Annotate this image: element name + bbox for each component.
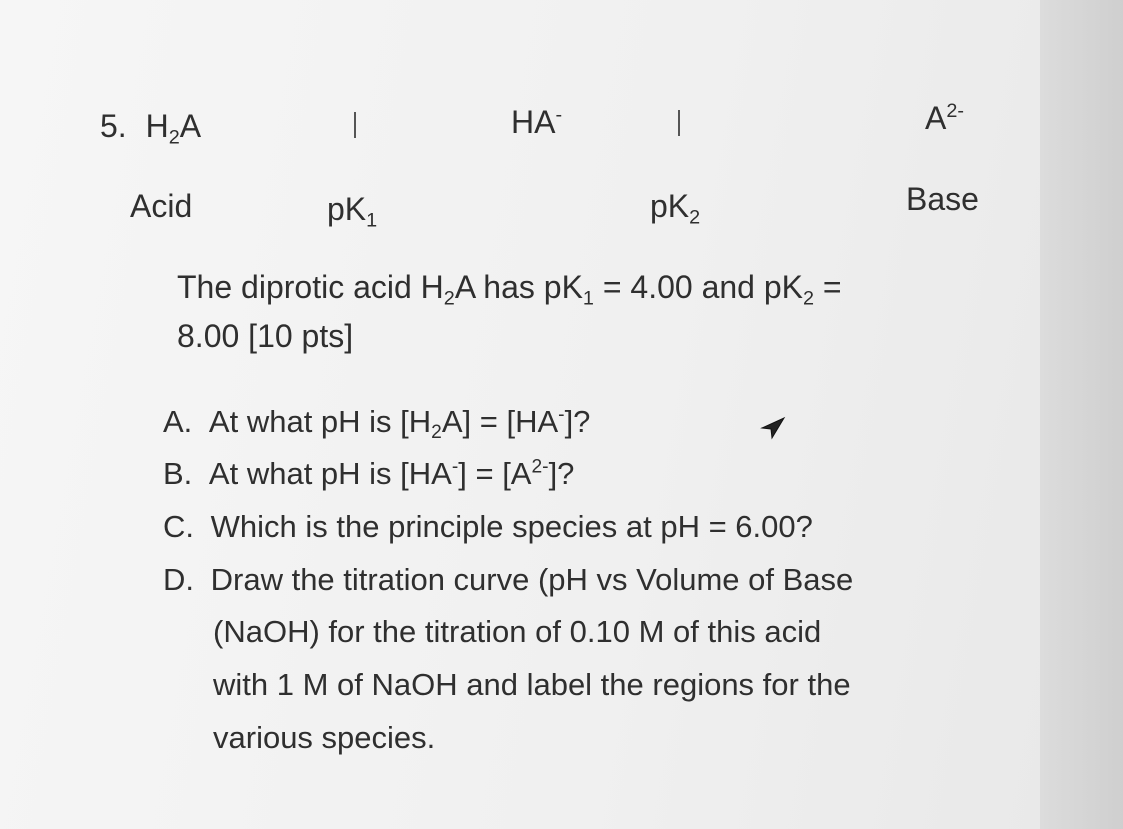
question-c: C. Which is the principle species at pH = 6.00?: [163, 509, 813, 544]
intro-paragraph: [177, 263, 842, 361]
pk2-label: $pK_2$: [650, 188, 701, 229]
base-label: Base: [906, 181, 979, 217]
intro-line-2: 8.00 [10 pts]: [177, 318, 354, 354]
question-b-label: B.: [163, 456, 193, 491]
acid-label: Acid: [130, 188, 193, 224]
question-d-continued: [213, 605, 851, 764]
intro-line-1: The diprotic acid $H_2A$ has $pK_1 = 4.00$ and $pK_2$ =: [177, 269, 842, 310]
ha-species: HA-: [511, 104, 563, 140]
question-d-line-3: with 1 M of NaOH and label the regions for the: [213, 667, 851, 702]
pk1-label: $pK_1$: [327, 191, 378, 232]
question-d-label: D.: [163, 562, 194, 597]
a2-species: $A^{2-}$: [925, 100, 964, 136]
h2a-species: $H_2A$: [145, 108, 202, 149]
question-a-label: A.: [163, 404, 193, 439]
question-b: B. At what pH is $[HA^-] = [A^{2-}]$?: [163, 456, 575, 491]
monitor-bezel: [1040, 0, 1123, 829]
question-c-label: C.: [163, 509, 194, 544]
question-d: D. Draw the titration curve (pH vs Volume of Base: [163, 562, 854, 597]
question-a: A. At what pH is $[H_2A] = [HA^-]$?: [163, 404, 591, 444]
question-d-line-4: various species.: [213, 720, 436, 755]
problem-number: 5.: [100, 108, 127, 144]
question-d-line-2: (NaOH) for the titration of 0.10 M of this acid: [213, 614, 822, 649]
mouse-pointer-icon: [758, 410, 788, 440]
divider-right: [678, 110, 680, 136]
divider-left: [354, 112, 356, 138]
problem-number-and-h2a: [100, 108, 202, 149]
